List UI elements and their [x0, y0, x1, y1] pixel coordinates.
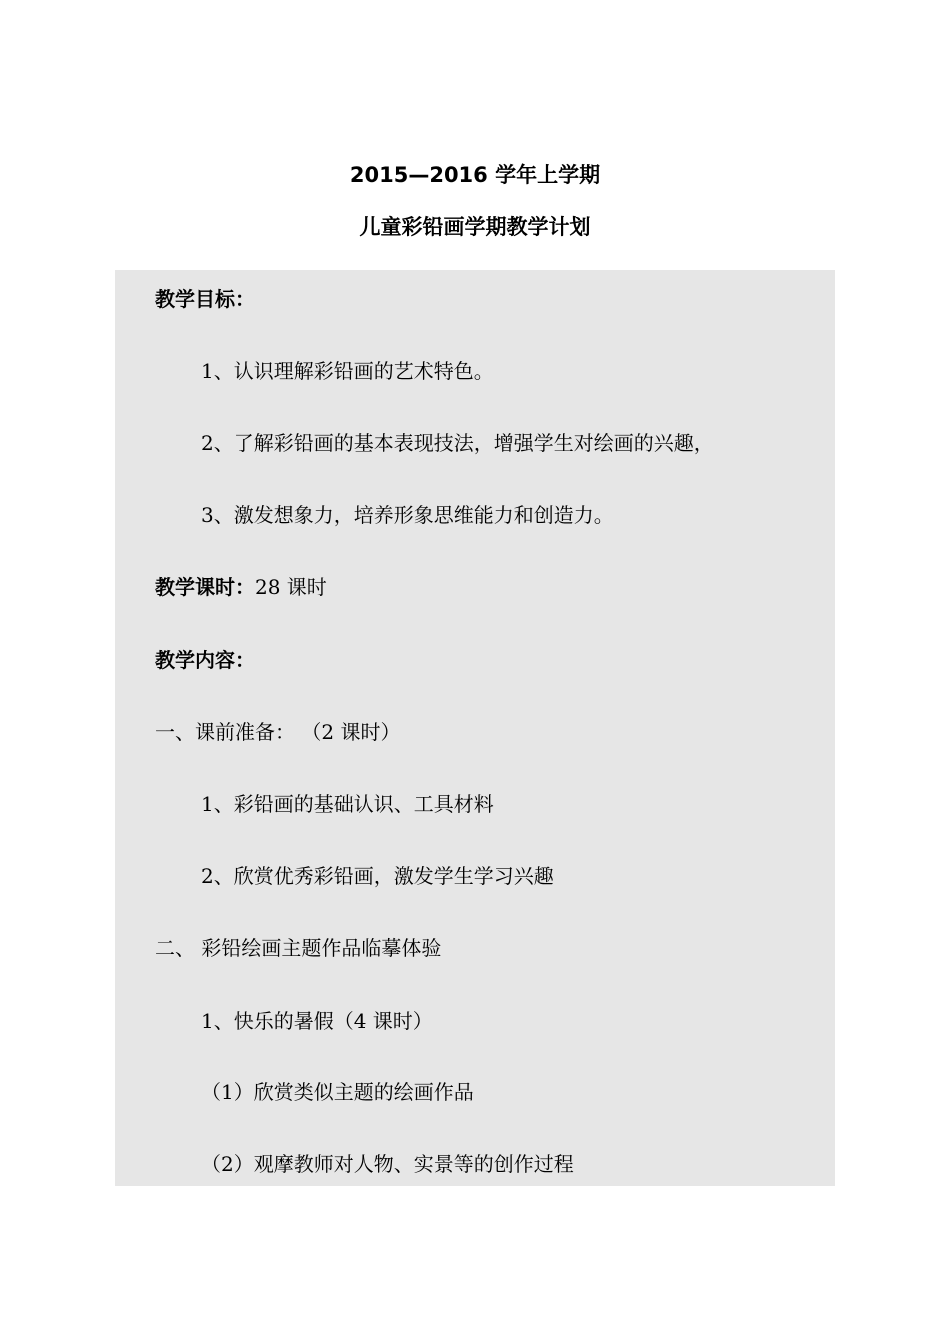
hours-value: 28 课时 — [255, 575, 327, 599]
section-2-title: 二、 彩铅绘画主题作品临摹体验 — [155, 936, 442, 960]
section-1-title: 一、课前准备： （2 课时） — [155, 720, 401, 744]
section-1-item-1: 1、彩铅画的基础认识、工具材料 — [201, 792, 494, 816]
goal-item-2: 2、了解彩铅画的基本表现技法，增强学生对绘画的兴趣， — [201, 431, 714, 455]
section-2-item-3: （2）观摩教师对人物、实景等的创作过程 — [201, 1152, 574, 1176]
content-panel — [115, 270, 835, 1186]
document-title-term: 2015—2016 学年上学期 — [349, 163, 601, 187]
goal-item-1: 1、认识理解彩铅画的艺术特色。 — [201, 359, 494, 383]
goals-heading: 教学目标： — [155, 287, 255, 311]
hours-heading: 教学课时： — [155, 575, 255, 599]
section-1-item-2: 2、欣赏优秀彩铅画，激发学生学习兴趣 — [201, 864, 554, 888]
goal-item-3: 3、激发想象力，培养形象思维能力和创造力。 — [201, 503, 614, 527]
content-heading: 教学内容： — [155, 648, 255, 672]
section-2-item-2: （1）欣赏类似主题的绘画作品 — [201, 1080, 474, 1104]
document-title-plan: 儿童彩铅画学期教学计划 — [359, 215, 591, 239]
section-2-item-1: 1、快乐的暑假（4 课时） — [201, 1009, 433, 1033]
hours-line — [155, 573, 327, 601]
